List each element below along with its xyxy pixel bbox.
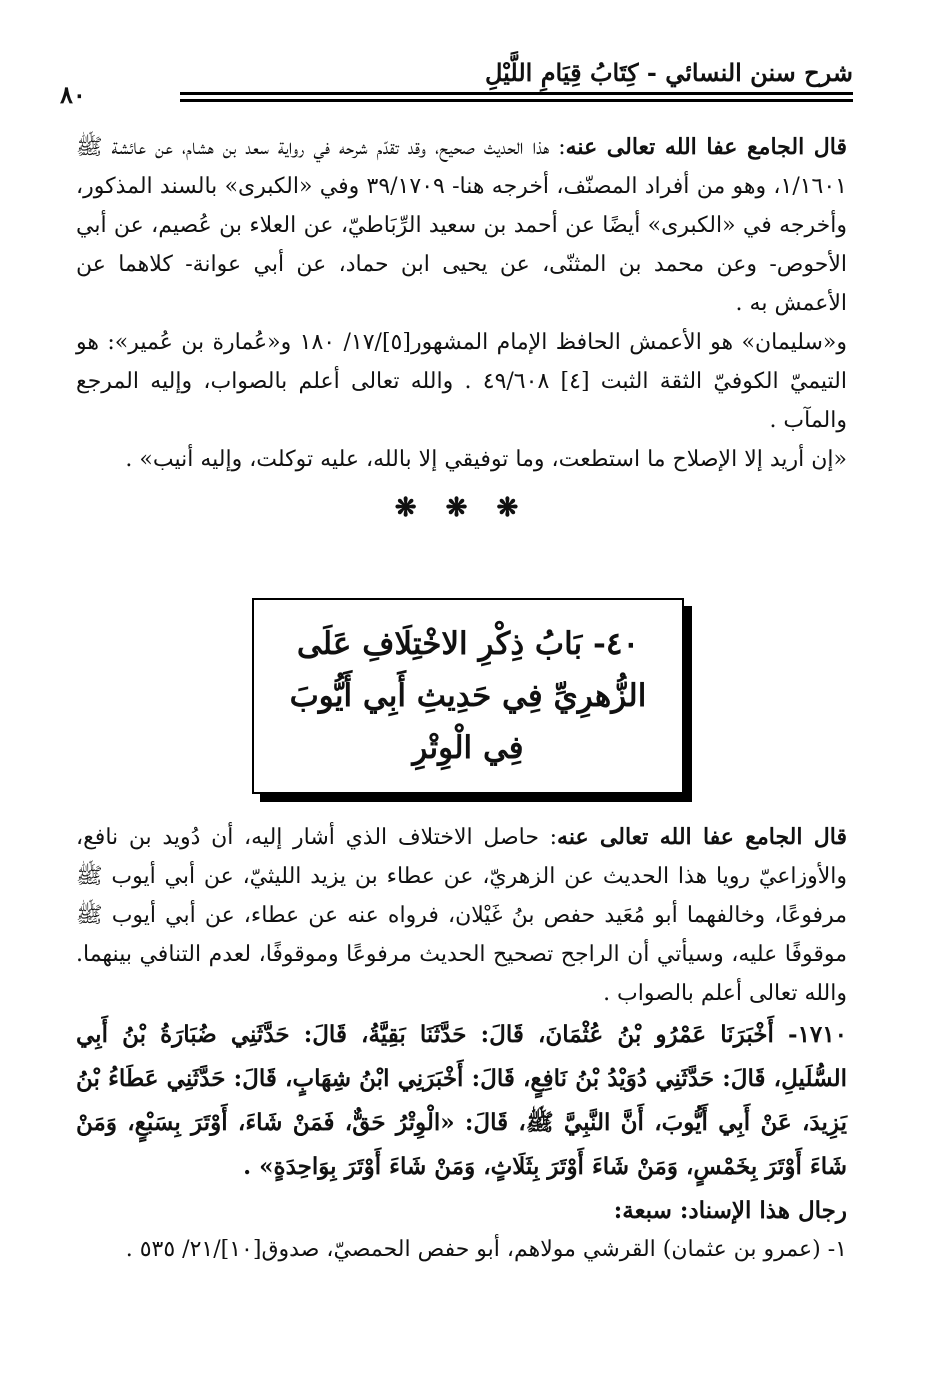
header-rule: [180, 92, 853, 95]
chapter-title: ٤٠- بَابُ ذِكْرِ الاخْتِلَافِ عَلَى الزُّهرِيِّ فِي حَدِيثِ أَبِي أَيُّوبَ فِي الْوِتْرِ: [289, 626, 647, 766]
page-number: ٨٠: [60, 80, 86, 109]
paragraph: و«سليمان» هو الأعمش الحافظ الإمام المشهور[٥]/١٧/ ١٨٠ و«عُمارة بن عُمير»: هو التيميّ الكوفيّ الثقة الثبت [٤] ٤٩/٦٠٨ . والله تعالى أعلم بالصواب، وإليه المرجع والمآب .: [76, 330, 848, 433]
paragraph-lead: قال الجامع عفا الله تعالى عنه: [565, 134, 847, 160]
chapter-heading-box: [252, 598, 684, 794]
section-separator: ❋ ❋ ❋: [394, 493, 529, 523]
paragraph-text: : حاصل الاختلاف الذي أشار إليه، أن دُويد بن نافع، والأوزاعيّ رويا هذا الحديث عن الزهريّ، عن عطاء بن يزيد الليثيّ، عن أبي أيوب ﷺ مرفوعًا، وخالفهما أبو مُعَيد حفص بنُ غَيْلان، فرواه عنه عن عطاء، عن أبي أيوب ﷺ موقوفًا عليه، وسيأتي أن الراجح تصحيح الحديث مرفوعًا وموقوفًا، لعدم التنافي بينهما. والله تعالى أعلم بالصواب .: [76, 825, 847, 1006]
narrator-item: ١- (عمرو بن عثمان) القرشي مولاهم، أبو حفص الحمصيّ، صدوق[١٠]/٢١/ ٥٣٥ .: [125, 1237, 847, 1262]
paragraph-lead: قال الجامع عفا الله تعالى عنه: [557, 824, 848, 850]
text-block-2: [76, 818, 847, 1269]
page-header: [60, 48, 853, 108]
running-title: شرح سنن النسائي - كِتَابُ قِيَامِ اللَّيْلِ: [485, 58, 853, 87]
header-rule-short: [783, 99, 853, 102]
text-block-1: [76, 128, 847, 538]
section-heading: رجال هذا الإسناد: سبعة:: [613, 1197, 847, 1224]
paragraph-text: : هذا الحديث صحيح، وقد تقدّم شرحه في رواية سعد بن هشام، عن عائشة ﷺ ١/١٦٠١، وهو من أفراد المصنّف، أخرجه هنا- ٣٩/١٧٠٩ وفي «الكبرى» بالسند المذكور، وأخرجه في «الكبرى» أيضًا عن أحمد بن سعيد الرِّبَاطيّ، عن العلاء بن عُصيم، عن أبي الأحوص- وعن محمد بن المثنّى، عن يحيى ابن حماد، عن أبي عوانة- كلاهما عن الأعمش به .: [76, 135, 847, 316]
header-rule: [180, 99, 853, 102]
hadith-text: ١٧١٠- أَخْبَرَنَا عَمْرُو بْنُ عُثْمَانَ، قَالَ: حَدَّثَنَا بَقِيَّةُ، قَالَ: حَدَّثَنِي ضُبَارَةُ بْنُ أَبِي السُّلَيلِ، قَالَ: حَدَّثَنِي دُوَيْدُ بْنُ نَافِعٍ، قَالَ: أَخْبَرَنِي ابْنُ شِهَابٍ، قَالَ: حَدَّثَنِي عَطَاءُ بْنُ يَزِيدَ، عَنْ أَبِي أَيُّوبَ، أَنَّ النَّبِيَّ ﷺ، قَالَ: «الْوِتْرُ حَقٌّ، فَمَنْ شَاءَ، أَوْتَرَ بِسَبْعٍ، وَمَنْ شَاءَ أَوْتَرَ بِخَمْسٍ، وَمَنْ شَاءَ أَوْتَرَ بِثَلَاثٍ، وَمَنْ شَاءَ أَوْتَرَ بِوَاحِدَةٍ» .: [76, 1021, 847, 1180]
paragraph: [76, 128, 847, 323]
header-rule-short: [783, 92, 853, 95]
paragraph: «إن أريد إلا الإصلاح ما استطعت، وما توفيقي إلا بالله، عليه توكلت، وإليه أنيب» .: [125, 447, 847, 472]
paragraph: [76, 818, 847, 1013]
